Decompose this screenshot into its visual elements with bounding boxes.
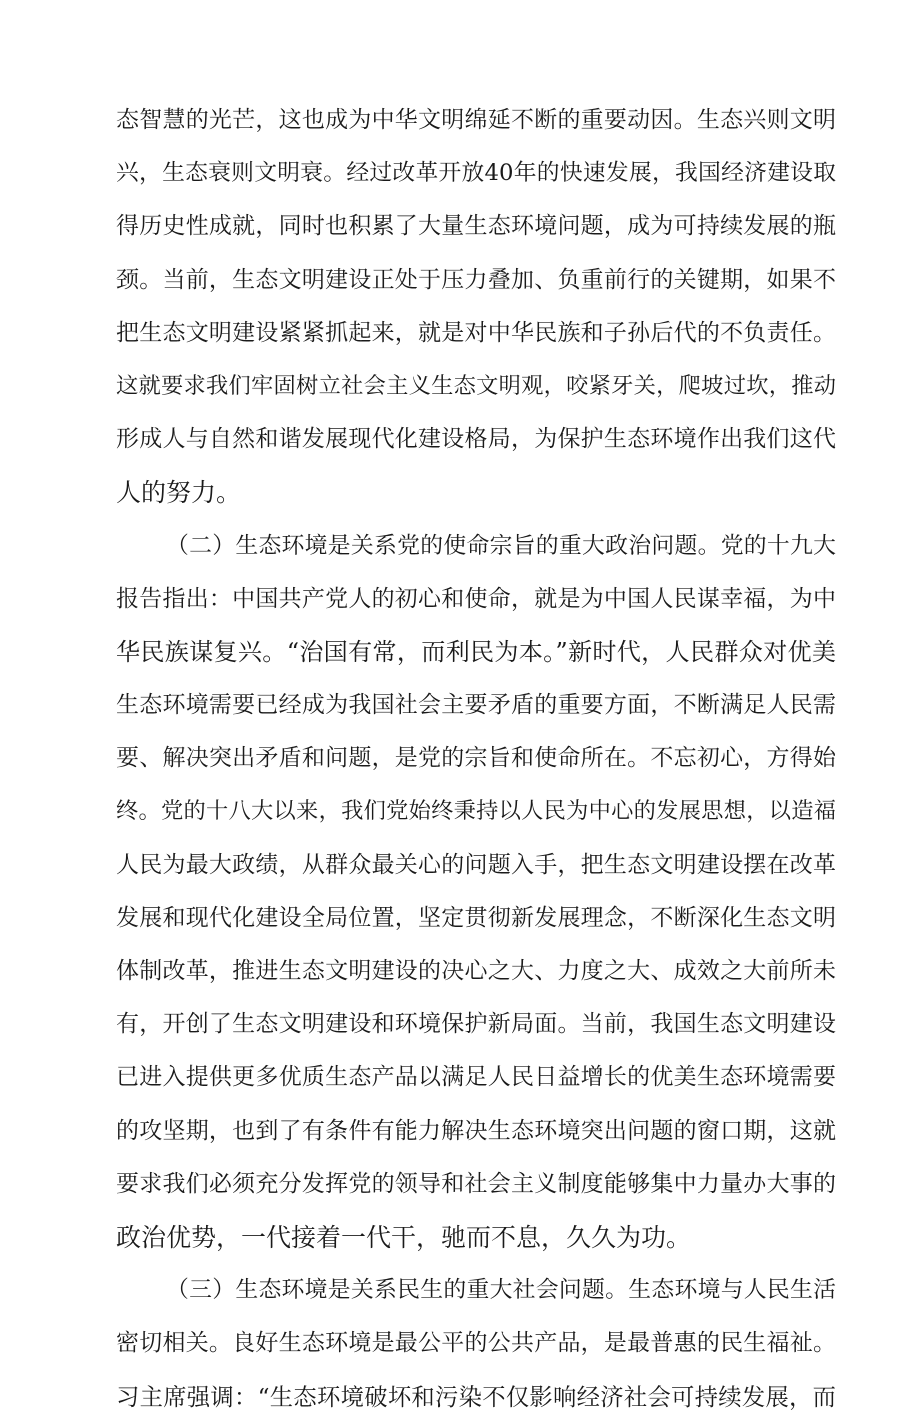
text-line: 报告指出：中国共产党人的初心和使命，就是为中国人民谋幸福，为中 [116, 585, 836, 612]
paragraph-first-line: （三）生态环境是关系民生的重大社会问题。生态环境与人民生活 [166, 1277, 836, 1304]
text-line: 要、解决突出矛盾和问题，是党的宗旨和使命所在。不忘初心，方得始 [116, 745, 836, 772]
text-line: 的攻坚期，也到了有条件有能力解决生态环境突出问题的窗口期，这就 [116, 1117, 836, 1144]
text-line: 把生态文明建设紧紧抓起来，就是对中华民族和子孙后代的不负责任。 [116, 319, 836, 346]
text-line: 习主席强调：“生态环境破坏和污染不仅影响经济社会可持续发展，而 [116, 1382, 836, 1411]
text-line: 颈。当前，生态文明建设正处于压力叠加、负重前行的关键期，如果不 [116, 266, 836, 293]
text-line: 态智慧的光芒，这也成为中华文明绵延不断的重要动因。生态兴则文明 [116, 107, 836, 133]
text-line: 生态环境需要已经成为我国社会主要矛盾的重要方面，不断满足人民需 [116, 692, 836, 719]
text-line: 政治优势，一代接着一代干，驰而不息，久久为功。 [116, 1222, 692, 1252]
text-line: 人民为最大政绩，从群众最关心的问题入手，把生态文明建设摆在改革 [116, 851, 836, 878]
text-line: 密切相关。良好生态环境是最公平的公共产品，是最普惠的民生福祉。 [116, 1330, 836, 1357]
text-line: 得历史性成就，同时也积累了大量生态环境问题，成为可持续发展的瓶 [116, 213, 836, 240]
text-line: 形成人与自然和谐发展现代化建设格局，为保护生态环境作出我们这代 [116, 426, 836, 453]
text-line: 这就要求我们牢固树立社会主义生态文明观，咬紧牙关，爬坡过坎，推动 [116, 372, 836, 399]
text-line: 体制改革，推进生态文明建设的决心之大、力度之大、成效之大前所未 [116, 958, 836, 984]
text-line: 兴，生态衰则文明衰。经过改革开放40年的快速发展，我国经济建设取 [116, 160, 836, 187]
text-line: 要求我们必须充分发挥党的领导和社会主义制度能够集中力量办大事的 [116, 1170, 836, 1197]
text-line: 华民族谋复兴。“治国有常，而利民为本。”新时代，人民群众对优美 [116, 637, 836, 666]
text-line: 人的努力。 [116, 478, 242, 508]
body-text [116, 94, 836, 1424]
text-line: 发展和现代化建设全局位置，坚定贯彻新发展理念，不断深化生态文明 [116, 904, 836, 931]
text-line: 终。党的十八大以来，我们党始终秉持以人民为中心的发展思想，以造福 [116, 798, 836, 825]
text-line: 已进入提供更多优质生态产品以满足人民日益增长的优美生态环境需要 [116, 1064, 836, 1091]
paragraph-first-line: （二）生态环境是关系党的使命宗旨的重大政治问题。党的十九大 [166, 532, 836, 559]
text-line: 有，开创了生态文明建设和环境保护新局面。当前，我国生态文明建设 [116, 1011, 836, 1038]
